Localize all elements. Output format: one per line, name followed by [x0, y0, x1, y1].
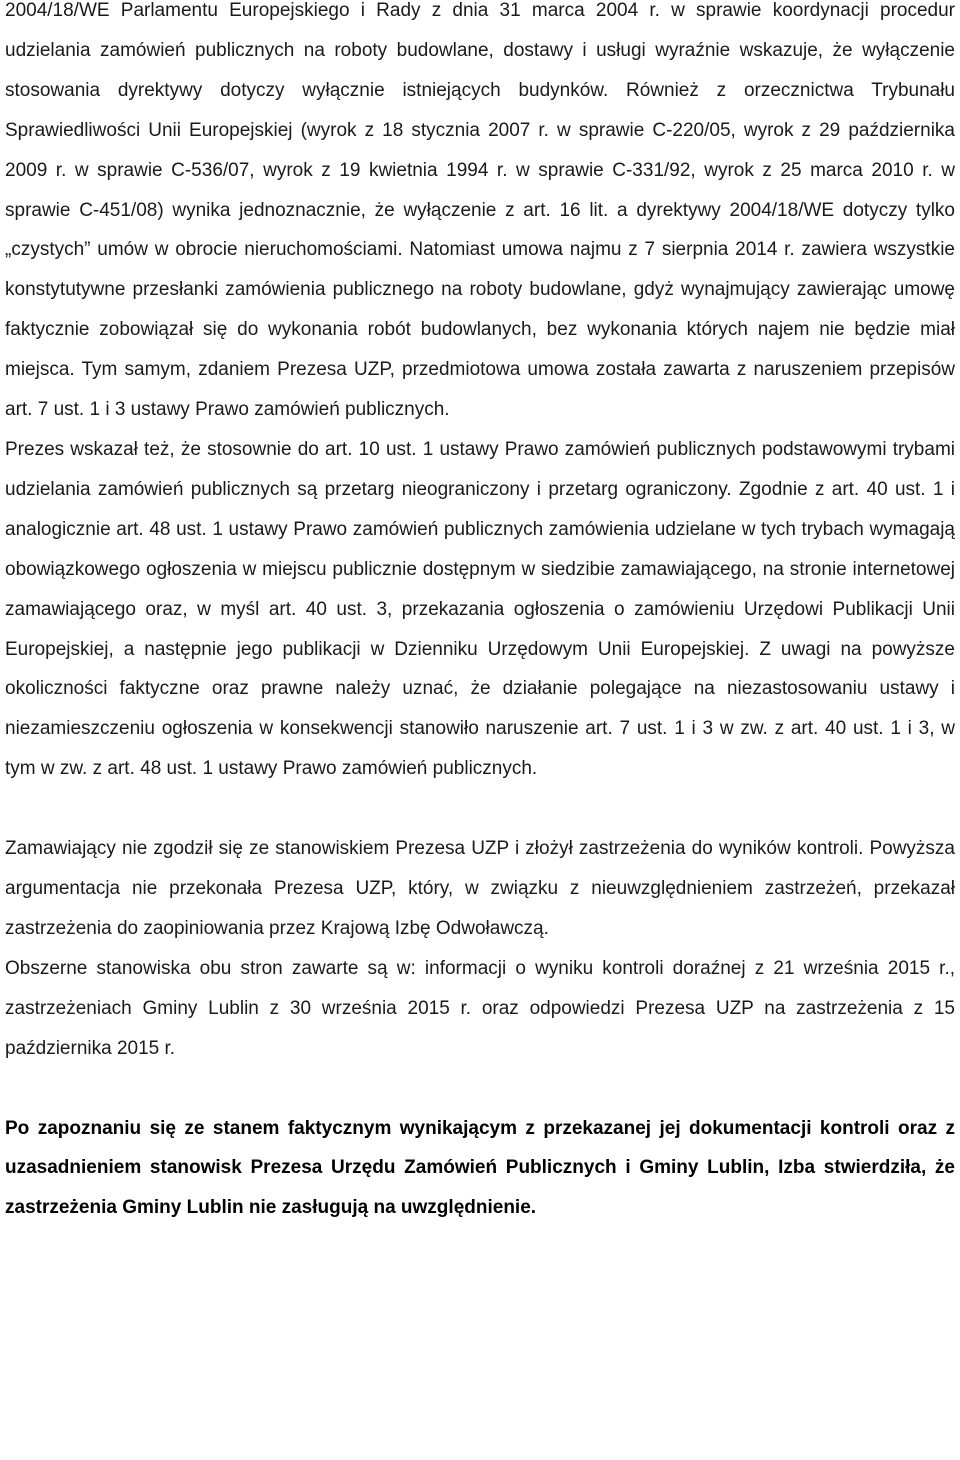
paragraph-positions: Obszerne stanowiska obu stron zawarte są w: informacji o wyniku kontroli doraźnej z 21 września 2015 r., zastrzeżeniach Gminy Lublin z 30 września 2015 r. oraz odpowiedzi Prezesa UZP na zastrzeżenia z 15 października 2015 r. — [5, 957, 955, 1059]
paragraph-objections: Zamawiający nie zgodził się ze stanowiskiem Prezesa UZP i złożył zastrzeżenia do wyników kontroli. Powyższa argumentacja nie przekonała Prezesa UZP, który, w związku z nieuwzględnieniem zastrzeżeń, przekazał zastrzeżenia do zaopiniowania przez Krajową Izbę Odwoławczą. — [5, 838, 955, 939]
paragraph-tender-procedures: Prezes wskazał też, że stosownie do art. 10 ust. 1 ustawy Prawo zamówień publicznych podstawowymi trybami udzielania zamówień publicznych są przetarg nieograniczony i przetarg ograniczony. Zgodnie z art. 40 ust. 1 i analogicznie art. 48 ust. 1 ustawy Prawo zamówień publicznych zamówienia udzielane w tych trybach wymagają obowiązkowego ogłoszenia w miejscu publicznie dostępnym w siedzibie zamawiającego, na stronie internetowej zamawiającego oraz, w myśl art. 40 ust. 3, przekazania ogłoszenia o zamówieniu Urzędowi Publikacji Unii Europejskiej, a następnie jego publikacji w Dzienniku Urzędowym Unii Europejskiej. Z uwagi na powyższe okoliczności faktyczne oraz prawne należy uznać, że działanie polegające na niezastosowaniu ustawy i niezamieszczeniu ogłoszenia w konsekwencji stanowiło naruszenie art. 7 ust. 1 i 3 w zw. z art. 40 ust. 1 i 3, w tym w zw. z art. 48 ust. 1 ustawy Prawo zamówień publicznych. — [5, 438, 955, 780]
paragraph-conclusion: Po zapoznaniu się ze stanem faktycznym wynikającym z przekazanej jej dokumentacji kontroli oraz z uzasadnieniem stanowisk Prezesa Urzędu Zamówień Publicznych i Gminy Lublin, Izba stwierdziła, że zastrzeżenia Gminy Lublin nie zasługują na uwzględnienie. — [5, 1117, 955, 1219]
paragraph-directive-analysis: 2004/18/WE Parlamentu Europejskiego i Rady z dnia 31 marca 2004 r. w sprawie koordynacji procedur udzielania zamówień publicznych na roboty budowlane, dostawy i usługi wyraźnie wskazuje, że wyłączenie stosowania dyrektywy dotyczy wyłącznie istniejących budynków. Również z orzecznictwa Trybunału Sprawiedliwości Unii Europejskiej (wyrok z 18 stycznia 2007 r. w sprawie C-220/05, wyrok z 29 października 2009 r. w sprawie C-536/07, wyrok z 19 kwietnia 1994 r. w sprawie C-331/92, wyrok z 25 marca 2010 r. w sprawie C-451/08) wynika jednoznacznie, że wyłączenie z art. 16 lit. a dyrektywy 2004/18/WE dotyczy tylko „czystych” umów w obrocie nieruchomościami. Natomiast umowa najmu z 7 sierpnia 2014 r. zawiera wszystkie konstytutywne przesłanki zamówienia publicznego na roboty budowlane, gdyż wynajmujący zawierając umowę faktycznie zobowiązał się do wykonania robót budowlanych, bez wykonania których najem nie będzie miał miejsca. Tym samym, zdaniem Prezesa UZP, przedmiotowa umowa została zawarta z naruszeniem przepisów art. 7 ust. 1 i 3 ustawy Prawo zamówień publicznych. — [5, 0, 955, 421]
document-page — [5, 0, 955, 1228]
paragraph-spacer — [5, 1069, 955, 1109]
paragraph-spacer — [5, 789, 955, 829]
